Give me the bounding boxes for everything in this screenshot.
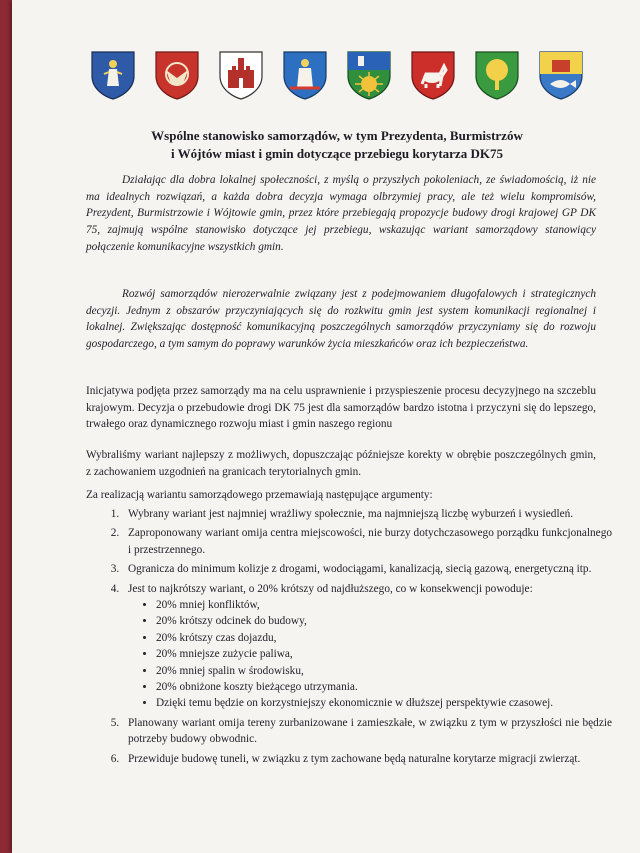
bullet-item: • 20% krótszy czas dojazdu, — [156, 630, 612, 646]
crest-saint-blue-icon — [282, 50, 328, 100]
bullet-item: • 20% mniejsze zużycie paliwa, — [156, 646, 612, 662]
title-line-1: Wspólne stanowisko samorządów, w tym Prezydenta, Burmistrzów — [151, 128, 523, 143]
argument-4-bullets — [128, 597, 612, 712]
title-line-2: i Wójtów miast i gmin dotyczące przebiegu korytarza DK75 — [171, 146, 503, 161]
argument-4 — [122, 581, 612, 712]
bullet-item: • 20% mniej spalin w środowisku, — [156, 663, 612, 679]
argument-5: 5. Planowany wariant omija tereny zurbanizowane i zamieszkałe, w związku z tym w przyszłości nie będzie potrzeby budowy obwodnic. — [122, 715, 612, 748]
development-paragraph: Rozwój samorządów nierozerwalnie związany jest z podejmowaniem długofalowych i strategicznych decyzji. Jednym z obszarów przyczyniających się do rozkwitu gmin jest system komunikacji regionalnej i lokalnej. Zwiększając dostępność komunikacyjną poszczególnych samorządów przyczyniamy się do rozwoju gospodarczego, a tym samym do poprawy warunków życia mieszkańców oraz ich bezpieczeństwa. — [86, 288, 596, 351]
initiative-paragraph: Inicjatywa podjęta przez samorządy ma na celu usprawnienie i przyspieszenie procesu decyzyjnego na szczeblu krajowym. Decyzja o przebudowie drogi DK 75 jest dla samorządów bardzo istotna i przyczyni się do lepszego, trwałego oraz dynamicznego rozwoju miast i gmin naszego regionu — [86, 385, 596, 431]
document-page — [12, 0, 640, 853]
arguments-list — [100, 506, 612, 770]
crest-deer-red-icon — [410, 50, 456, 100]
crest-saint-figure-icon — [90, 50, 136, 100]
crest-castle-icon — [218, 50, 264, 100]
argument-1: 1. Wybrany wariant jest najmniej wrażliwy społecznie, ma najmniejszą liczbę wyburzeń i wysiedleń. — [122, 506, 612, 522]
argument-2: 2. Zaproponowany wariant omija centra miejscowości, nie burzy dotychczasowego porządku funkcjonalnego i przestrzennego. — [122, 525, 612, 558]
variant-choice-paragraph: Wybraliśmy wariant najlepszy z możliwych, dopuszczając późniejsze korekty w obrębie poszczególnych gmin, z zachowaniem uzgodnień na granicach terytorialnych gmin. — [86, 449, 596, 478]
argument-6: 6. Przewiduje budowę tuneli, w związku z tym zachowane będą naturalne korytarze migracji zwierząt. — [122, 751, 612, 767]
bullet-item: • 20% krótszy odcinek do budowy, — [156, 613, 612, 629]
document-title — [52, 127, 622, 163]
intro-paragraph: Działając dla dobra lokalnej społeczności, z myślą o przyszłych pokoleniach, ze świadomością, iż nie ma idealnych rozwiązań, a każda dobra decyzja wymaga olbrzymiej pracy, ale też wielu kompromisów, Prezydent, Burmistrzowie i Wójtowie gmin, przez które przebiegają propozycje budowy drogi krajowej GP DK 75, zajmują wspólne stanowisko dotyczące jej przebiegu, wskazując wariant samorządowy stanowiący połączenie komunikacyjne wszystkich gmin. — [86, 174, 596, 253]
crest-sun-green-icon — [346, 50, 392, 100]
crest-tree-green-icon — [474, 50, 520, 100]
bullet-item: • 20% mniej konfliktów, — [156, 597, 612, 613]
crest-row — [90, 50, 600, 106]
crest-fish-blue-icon — [538, 50, 584, 100]
bullet-item: • 20% obniżone koszty bieżącego utrzymania. — [156, 679, 612, 695]
argument-4-text: Jest to najkrótszy wariant, o 20% krótszy od najdłuższego, co w konsekwencji powoduje: — [128, 582, 533, 595]
crest-eagle-red-icon — [154, 50, 200, 100]
arguments-intro: Za realizacją wariantu samorządowego przemawiają następujące argumenty: — [86, 489, 433, 501]
bullet-item: • Dzięki temu będzie on korzystniejszy ekonomicznie w dłuższej perspektywie czasowej. — [156, 695, 612, 711]
argument-3: 3. Ogranicza do minimum kolizje z drogami, wodociągami, kanalizacją, siecią gazową, energetyczną itp. — [122, 561, 612, 577]
